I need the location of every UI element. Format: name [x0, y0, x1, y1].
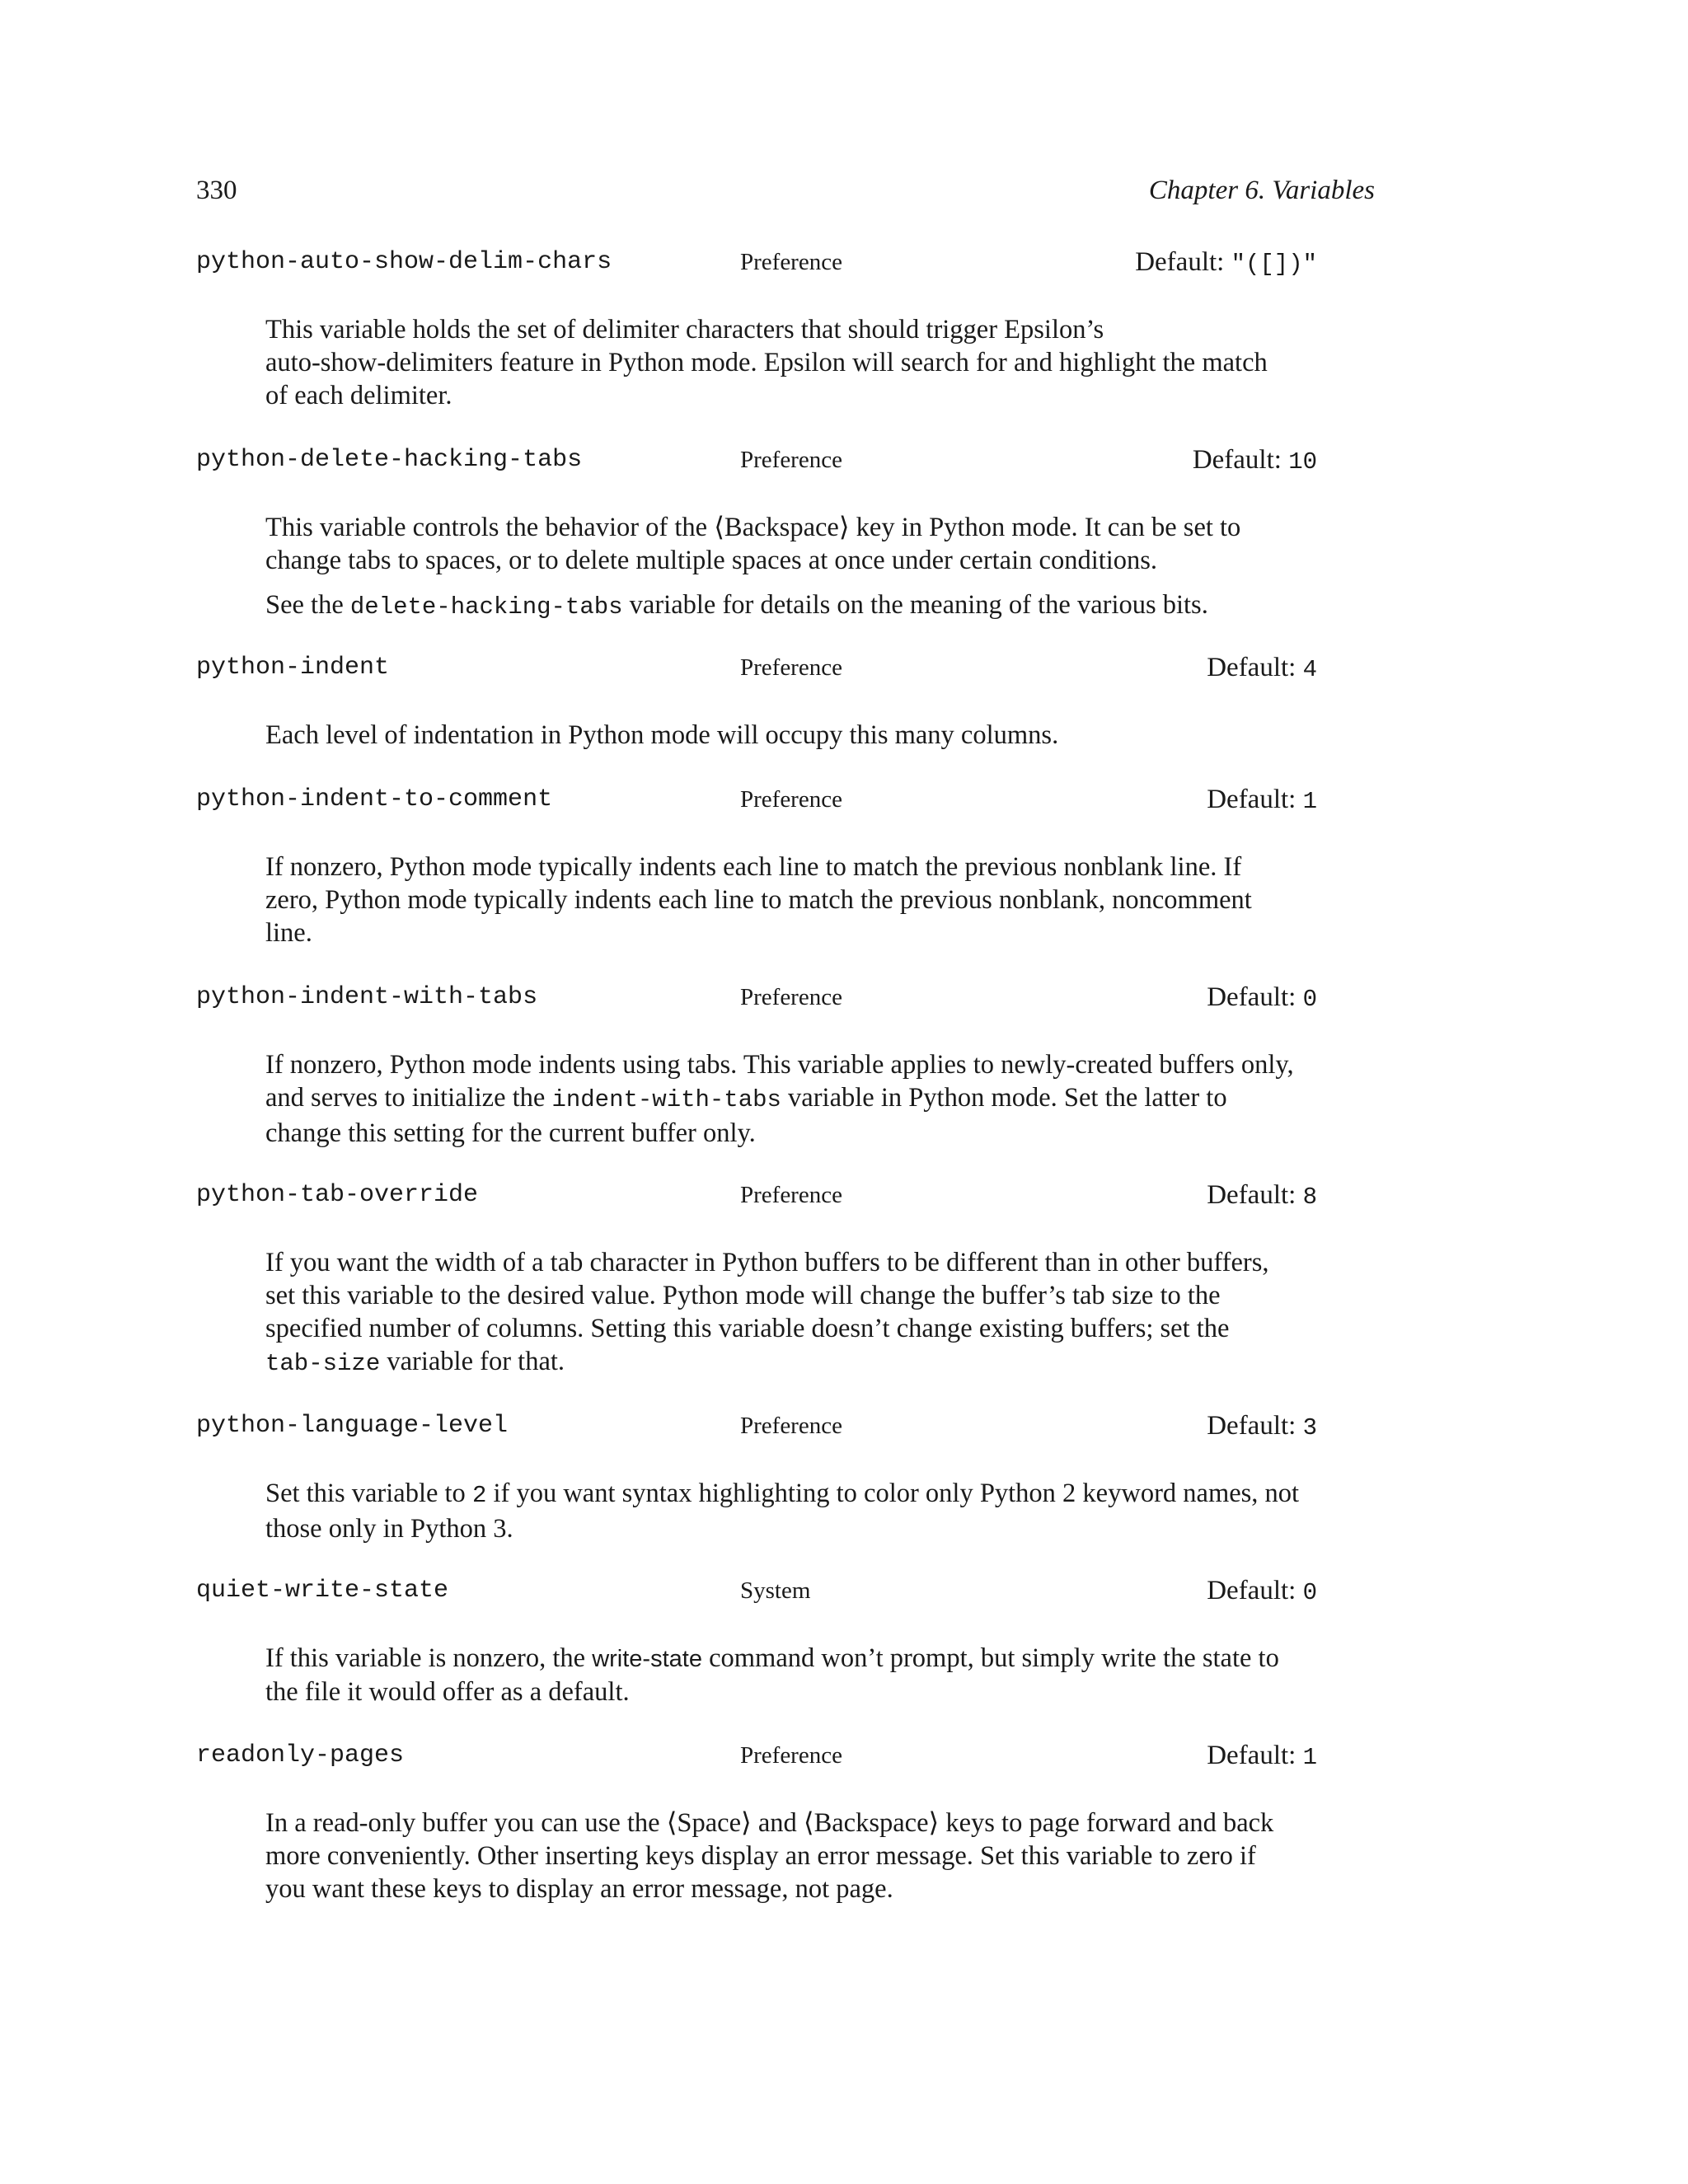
variable-type: Preference: [740, 1413, 842, 1439]
description-text: if you want syntax highlighting to color only Python 2 keyword names, not: [486, 1479, 1300, 1508]
description-paragraph: [265, 1642, 1353, 1708]
default-label: Default:: [1135, 247, 1225, 277]
variable-description: [265, 313, 1353, 412]
default-label: Default:: [1207, 653, 1296, 682]
description-text: line.: [265, 918, 312, 948]
description-text: set this variable to the desired value. Python mode will change the buffer’s tab size to the: [265, 1281, 1221, 1310]
default-label: Default:: [1207, 1741, 1296, 1770]
description-text: you want these keys to display an error message, not page.: [265, 1874, 893, 1904]
variable-default: [1207, 1736, 1317, 1777]
description-paragraph: [265, 851, 1353, 949]
variable-name: quiet-write-state: [196, 1577, 449, 1605]
variable-description: [265, 1642, 1353, 1708]
description-text: auto-show-delimiters feature in Python mode. Epsilon will search for and highlight the match: [265, 348, 1268, 377]
variable-name: python-tab-override: [196, 1181, 479, 1209]
description-text: keys to page forward and back: [939, 1808, 1274, 1838]
description-text: the file it would offer as a default.: [265, 1677, 630, 1707]
description-text: specified number of columns. Setting this variable doesn’t change existing buffers; set the: [265, 1314, 1230, 1343]
variable-name: python-language-level: [196, 1412, 509, 1440]
variable-default: [1207, 1176, 1317, 1216]
variable-reference: delete-hacking-tabs: [349, 593, 623, 621]
variable-default: [1207, 1407, 1317, 1447]
default-label: Default:: [1207, 1411, 1296, 1441]
variable-default: [1207, 978, 1317, 1019]
variable-type: Preference: [740, 654, 842, 681]
variable-type: Preference: [740, 249, 842, 275]
variable-description: [265, 719, 1353, 752]
variable-type: Preference: [740, 1182, 842, 1208]
backspace-key: ⟨ Backspace ⟩: [804, 1808, 939, 1838]
description-paragraph: [265, 1048, 1353, 1150]
default-value: 10: [1288, 448, 1317, 476]
description-paragraph: [265, 1246, 1353, 1380]
default-value: 0: [1302, 986, 1317, 1013]
description-text: change tabs to spaces, or to delete multiple spaces at once under certain conditions.: [265, 546, 1158, 575]
variable-header: [196, 1407, 1383, 1445]
variable-name: readonly-pages: [196, 1741, 405, 1769]
variable-description: [265, 1477, 1353, 1545]
variable-entry: [196, 243, 1383, 410]
default-label: Default:: [1207, 1180, 1296, 1210]
default-label: Default:: [1207, 982, 1296, 1012]
variable-type: System: [740, 1577, 811, 1604]
variable-name: python-indent-with-tabs: [196, 983, 538, 1011]
variable-reference: tab-size: [265, 1350, 381, 1377]
description-text: variable for that.: [380, 1347, 565, 1376]
description-text: of each delimiter.: [265, 381, 452, 410]
default-value: 8: [1302, 1183, 1317, 1211]
variable-entry: [196, 780, 1383, 948]
description-text: If nonzero, Python mode typically indents each line to match the previous nonblank line. If: [265, 852, 1242, 882]
default-value: 3: [1302, 1414, 1317, 1441]
space-key: ⟨ Space ⟩: [667, 1808, 752, 1838]
description-paragraph: [265, 313, 1353, 412]
default-label: Default:: [1207, 785, 1296, 814]
description-text: zero, Python mode typically indents each line to match the previous nonblank, noncomment: [265, 885, 1252, 915]
description-paragraph: [265, 1807, 1353, 1905]
default-value: 0: [1302, 1579, 1317, 1606]
description-text: This variable controls the behavior of the: [265, 513, 715, 542]
default-value: 1: [1302, 1744, 1317, 1771]
variable-default: [1207, 1572, 1317, 1612]
variable-header: [196, 1572, 1383, 1610]
description-text: variable for details on the meaning of the various bits.: [622, 590, 1208, 620]
description-text: Set this variable to: [265, 1479, 472, 1508]
backspace-key: ⟨ Backspace ⟩: [714, 513, 849, 542]
variable-header: [196, 1736, 1383, 1774]
variable-description: [265, 1246, 1353, 1380]
variable-entry: [196, 649, 1383, 750]
description-text: If this variable is nonzero, the: [265, 1643, 593, 1673]
variable-entry: [196, 1736, 1383, 1904]
variable-name: python-auto-show-delim-chars: [196, 248, 612, 276]
variable-description: [265, 1807, 1353, 1905]
default-label: Default:: [1192, 445, 1282, 475]
description-text: If nonzero, Python mode indents using tabs. This variable applies to newly-created buffers only,: [265, 1050, 1294, 1080]
default-label: Default:: [1207, 1576, 1296, 1605]
variable-description: [265, 1048, 1353, 1150]
variable-default: [1207, 649, 1317, 689]
variable-header: [196, 1176, 1383, 1214]
variable-description: [265, 851, 1353, 949]
variable-default: [1207, 780, 1317, 821]
variable-entry: [196, 1176, 1383, 1377]
command-reference: write-state: [592, 1646, 702, 1672]
variable-entry: [196, 978, 1383, 1148]
running-head: [196, 170, 1375, 211]
description-text: In a read-only buffer you can use the: [265, 1808, 667, 1838]
variable-header: [196, 978, 1383, 1016]
description-text: If you want the width of a tab character in Python buffers to be different than in other buffers,: [265, 1248, 1269, 1277]
default-value: 4: [1302, 656, 1317, 683]
description-text: See the: [265, 590, 350, 620]
page-number: 330: [196, 176, 237, 205]
description-paragraph: [265, 1477, 1353, 1545]
description-text: and serves to initialize the: [265, 1083, 552, 1113]
description-text: command won’t prompt, but simply write the state to: [701, 1643, 1279, 1673]
variable-default: [1135, 243, 1317, 284]
variable-header: [196, 780, 1383, 818]
variable-description: [265, 511, 1353, 624]
variable-default: [1193, 441, 1317, 481]
variable-entry: [196, 1572, 1383, 1707]
variable-type: Preference: [740, 1742, 842, 1769]
description-text: variable in Python mode. Set the latter to: [781, 1083, 1227, 1113]
description-text: Each level of indentation in Python mode will occupy this many columns.: [265, 720, 1059, 750]
variable-name: python-indent: [196, 654, 390, 682]
description-text: more conveniently. Other inserting keys display an error message. Set this variable to zero if: [265, 1841, 1256, 1871]
description-paragraph: [265, 511, 1353, 577]
description-paragraph: [265, 719, 1353, 752]
variable-header: [196, 243, 1383, 281]
default-value: 1: [1302, 788, 1317, 815]
variable-header: [196, 649, 1383, 687]
default-value: "([])": [1231, 251, 1317, 278]
chapter-title: Chapter 6. Variables: [1148, 176, 1375, 205]
variable-type: Preference: [740, 984, 842, 1010]
variable-entry: [196, 1407, 1383, 1544]
description-text: change this setting for the current buffer only.: [265, 1118, 756, 1148]
variable-name: python-delete-hacking-tabs: [196, 446, 583, 474]
variable-type: Preference: [740, 447, 842, 473]
description-text: those only in Python 3.: [265, 1514, 513, 1544]
variable-entry: [196, 441, 1383, 621]
description-text: key in Python mode. It can be set to: [849, 513, 1241, 542]
inline-code: 2: [471, 1482, 487, 1509]
description-text: and: [751, 1808, 804, 1838]
description-paragraph: [265, 588, 1353, 624]
description-text: This variable holds the set of delimiter characters that should trigger Epsilon’s: [265, 315, 1104, 344]
variable-name: python-indent-to-comment: [196, 785, 553, 813]
variable-reference: indent-with-tabs: [551, 1086, 781, 1113]
variable-type: Preference: [740, 786, 842, 813]
variable-header: [196, 441, 1383, 479]
